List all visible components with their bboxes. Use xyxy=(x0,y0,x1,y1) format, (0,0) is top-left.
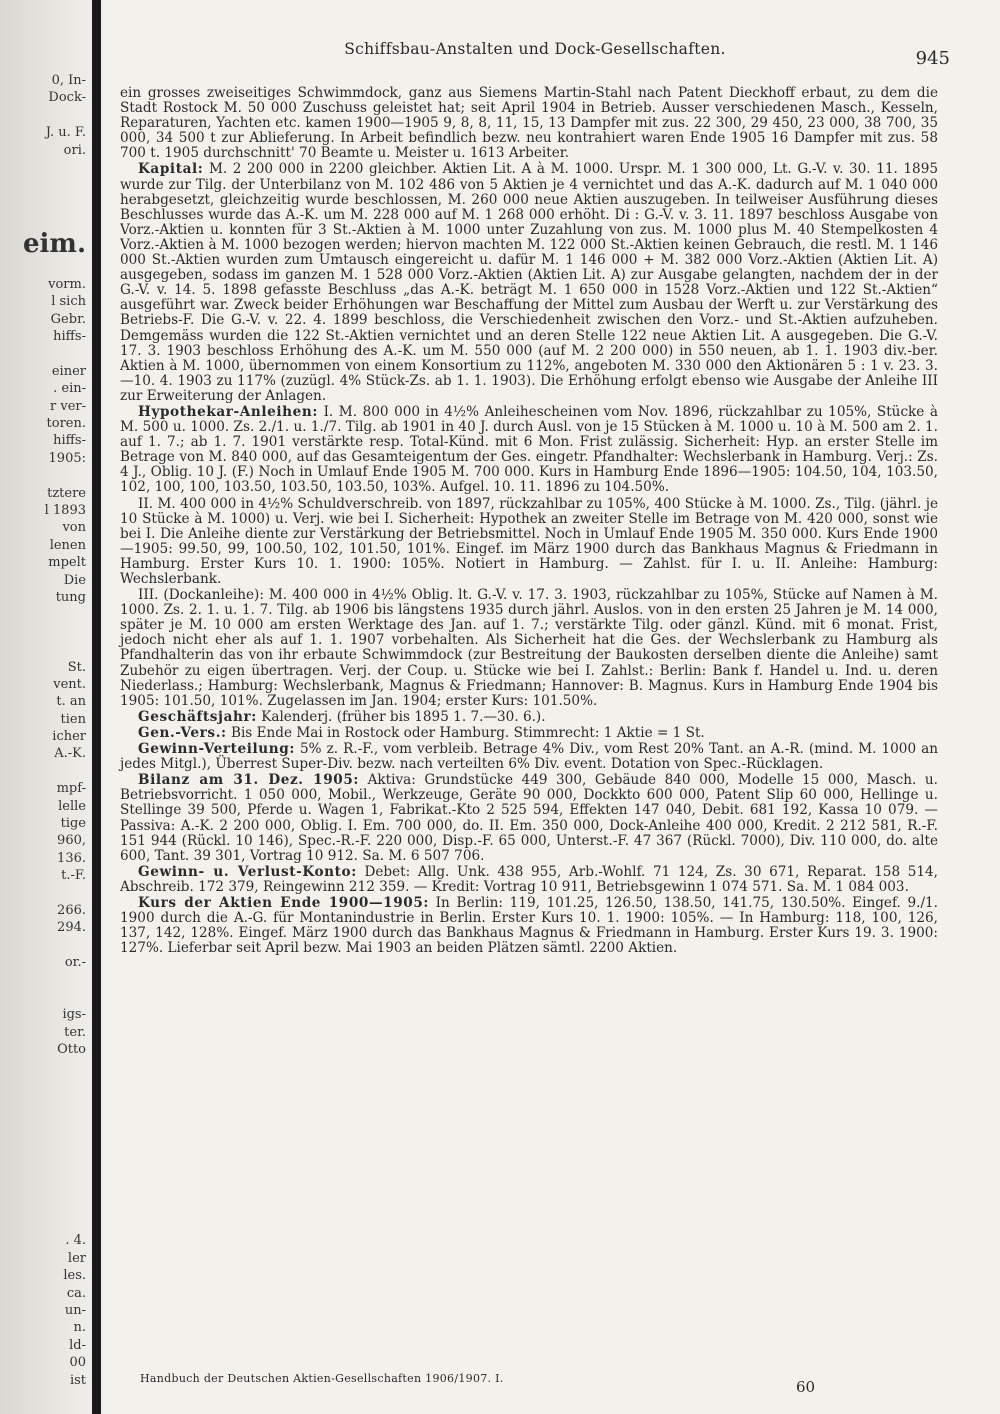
margin-fragment xyxy=(0,1198,86,1215)
margin-fragment: 136. xyxy=(57,850,86,866)
section-lead: Kurs der Aktien Ende 1900—1905: xyxy=(138,894,430,911)
margin-fragment xyxy=(0,1076,86,1093)
margin-fragment xyxy=(0,194,86,211)
margin-fragment xyxy=(0,159,86,176)
margin-fragment: J. u. F. xyxy=(45,125,86,141)
margin-fragment xyxy=(0,176,86,193)
margin-fragment: hiffs- xyxy=(53,433,86,449)
paragraph-text: In Berlin: 119, 101.25, 126.50, 138.50, 141.75, 130.50%. Eingef. 9./1. 1900 durch die A.-G. für Montanindustrie in Berlin. Erster Kurs 10. 1. 1900: 105%. — In Hamburg: 118, 100, 126, 137, 142, 128%. Eingef. März 1900 durch das Bankhaus Magnus & Friedmann in Hamburg. Erster Kurs 19. 3. 1900: 127%. Lieferbar seit April bezw. Mai 1903 an beiden Plätzen sämtl. 2200 Aktien. xyxy=(120,894,938,957)
paragraph-text: ein grosses zweiseitiges Schwimmdock, ganz aus Siemens Martin-Stahl nach Patent Dieckhoff erbaut, zu dem die Stadt Rostock M. 50 000 Zuschuss geleistet hat; seit April 1904 in Betrieb. Ausser verschiedenen Masch., Kesseln, Reparaturen, Yachten etc. kamen 1900—1905 9, 8, 8, 11, 15, 13 Dampfer mit zus. 22 300, 29 450, 23 000, 38 700, 35 000, 34 500 t zur Ablieferung. In Arbeit befindlich bezw. neu kontrahiert waren Ende 1905 16 Dampfer mit zus. 58 700 t. 1905 durchschnitt' 70 Beamte u. Meister u. 1613 Arbeiter. xyxy=(120,85,938,162)
section-lead: Gewinn- u. Verlust-Konto: xyxy=(138,863,357,880)
margin-fragment xyxy=(0,989,86,1006)
margin-fragment: 00 xyxy=(69,1355,86,1371)
paragraph-text: I. M. 800 000 in 4½% Anleihescheinen vom Nov. 1896, rückzahlbar zu 105%, Stücke à M. 500 u. 1000. Zs. 2./1. u. 1./7. Tilg. ab 1901 in 40 J. durch Ausl. von je 15 Stücken à M. 1000 u. 10 à M. 500 am 2. 1. auf 1. 7.; ab 1. 7. 1901 verstärkte resp. Total-Künd. mit 6 Mon. Frist zulässig. Sicherheit: Hyp. an erster Stelle im Betrage von M. 840 000, auf das Gesamteigentum der Ges. eingetr. Pfandhalter: Wechslerbank in Hamburg. Verj.: Zs. 4 J., Oblig. 10 J. (F.) Noch in Umlauf Ende 1905 M. 700 000. Kurs in Hamburg Ende 1896—1905: 104.50, 104, 103.50, 102, 100, 100, 103.50, 103.50, 103.50, 103%. Aufgel. 10. 11. 1896 zu 104.50%. xyxy=(120,403,938,496)
paragraph xyxy=(120,86,938,161)
margin-fragment: tien xyxy=(60,711,86,727)
margin-fragment: icher xyxy=(52,729,86,745)
margin-fragment: vent. xyxy=(53,676,86,692)
margin-fragment: mpf- xyxy=(56,781,86,797)
margin-fragment xyxy=(0,606,86,623)
margin-fragment: ori. xyxy=(63,142,86,158)
margin-fragment: t. an xyxy=(56,694,86,710)
page-header xyxy=(120,40,950,70)
margin-fragment xyxy=(0,1093,86,1110)
paragraph-text: II. M. 400 000 in 4½% Schuldverschreib. von 1897, rückzahlbar zu 105%, 400 Stücke à M. 1000. Zs., Tilg. (jährl. je 10 Stücke à M. 1000) u. Verj. wie bei I. Sicherheit: Hypothek an zweiter Stelle im Betrage von M. 420 000, sonst wie bei I. Die Anleihe diente zur Verstärkung der Betriebsmittel. Noch in Umlauf Ende 1905 M. 350 000. Kurs Ende 1900—1905: 99.50, 99, 100.50, 102, 101.50, 101%. Eingef. im März 1900 durch das Bankhaus Magnus & Friedmann in Hamburg. Erster Kurs 10. 1. 1900: 105%. Notiert in Hamburg. — Zahlst. für I. u. II. Anleihe: Hamburg: Wechslerbank. xyxy=(120,495,938,587)
gutter-rule xyxy=(92,0,101,1414)
footer-source-line: Handbuch der Deutschen Aktien-Gesellschaften 1906/1907. I. xyxy=(140,1372,504,1385)
margin-fragment: 1905: xyxy=(48,450,86,466)
margin-fragment: eim. xyxy=(23,228,86,259)
margin-fragment: Gebr. xyxy=(50,311,86,327)
paragraph xyxy=(120,405,938,496)
margin-fragment xyxy=(0,1145,86,1162)
margin-fragment xyxy=(0,345,86,362)
paragraph-text: 5% z. R.-F., vom verbleib. Betrage 4% Div., vom Rest 20% Tant. an A.-R. (mind. M. 1000 an jedes Mitgl.), Überrest Super-Div. bezw. nach verteilten 6% Div. event. Dotation von Spec.-Rücklagen. xyxy=(120,741,938,773)
margin-fragment: Die xyxy=(63,572,86,588)
section-lead: Hypothekar-Anleihen: xyxy=(138,403,318,420)
margin-fragment: 266. xyxy=(57,902,86,918)
margin-fragment xyxy=(0,211,86,228)
margin-fragment: von xyxy=(62,520,86,536)
margin-fragment: hiffs- xyxy=(53,329,86,345)
running-title: Schiffsbau-Anstalten und Dock-Gesellschaften. xyxy=(344,40,726,58)
margin-fragment: einer xyxy=(51,363,86,379)
paragraph xyxy=(120,497,938,588)
margin-fragment: n. xyxy=(73,1320,86,1336)
margin-fragment: igs- xyxy=(62,1007,86,1023)
paragraph xyxy=(120,588,938,709)
previous-page-margin-fragments xyxy=(0,72,86,1389)
section-lead: Kapital: xyxy=(138,161,204,178)
margin-fragment xyxy=(0,1180,86,1197)
paragraph-text: Debet: Allg. Unk. 438 955, Arb.-Wohlf. 71 124, Zs. 30 671, Reparat. 158 514, Abschreib. 172 379, Reingewinn 212 359. — Kredit: Vortrag 10 911, Betriebsgewinn 1 074 571. Sa. M. 1 084 003. xyxy=(120,863,938,895)
margin-fragment: 294. xyxy=(57,920,86,936)
margin-fragment: t.-F. xyxy=(61,868,86,884)
paragraph xyxy=(120,865,938,895)
paragraph-text: Kalenderj. (früher bis 1895 1. 7.—30. 6.). xyxy=(261,708,546,725)
margin-fragment xyxy=(0,1163,86,1180)
margin-fragment: or.- xyxy=(64,955,86,971)
margin-fragment xyxy=(0,1058,86,1075)
section-lead: Geschäftsjahr: xyxy=(138,708,257,725)
paragraph xyxy=(120,742,938,772)
margin-fragment: 960, xyxy=(57,833,86,849)
section-lead: Bilanz am 31. Dez. 1905: xyxy=(138,772,360,789)
margin-fragment xyxy=(0,467,86,484)
margin-fragment: l 1893 xyxy=(44,502,86,518)
margin-fragment xyxy=(0,641,86,658)
margin-fragment: les. xyxy=(63,1268,86,1284)
margin-fragment: tige xyxy=(60,816,86,832)
margin-fragment xyxy=(0,259,86,276)
paragraph xyxy=(120,162,938,404)
margin-fragment: lelle xyxy=(58,798,86,814)
paragraph xyxy=(120,896,938,956)
margin-fragment: tztere xyxy=(47,485,86,501)
margin-fragment: toren. xyxy=(46,416,86,432)
page-body xyxy=(120,86,938,957)
paragraph-text: III. (Dockanleihe): M. 400 000 in 4½% Oblig. lt. G.-V. v. 17. 3. 1903, rückzahlbar zu 105%, Stücke auf Namen à M. 1000. Zs. 2. 1. u. 1. 7. Tilg. ab 1906 bis längstens 1935 durch jährl. Auslos. von in den ersten 25 Jahren je M. 14 000, später je M. 10 000 am ersten Werktage des Jan. auf 1. 7.; verstärkte Tilg. oder gänzl. Künd. mit 6 monat. Frist, jedoch nicht eher als auf 1. 1. 1907 vorbehalten. Als Sicherheit hat die Ges. der Wechslerbank zu Hamburg als Pfandhalterin das von ihr erbaute Schwimmdock (zur Bestreitung der Baukosten derselben diente die Anleihe) samt Zubehör zu eigen übertragen. Verj. der Coup. u. Stücke wie bei I. Zahlst.: Berlin: Bank f. Handel u. Ind. u. deren Niederlass.; Hamburg: Wechslerbank, Magnus & Friedmann; Hannover: B. Magnus. Kurs in Hamburg Ende 1904 bis 1905: 101.50, 101%. Zugelassen im Jan. 1904; erster Kurs: 101.50%. xyxy=(120,587,938,709)
margin-fragment: ca. xyxy=(66,1285,86,1301)
margin-fragment: mpelt xyxy=(48,555,86,571)
margin-fragment: Otto xyxy=(57,1042,86,1058)
margin-fragment: ler xyxy=(67,1250,86,1266)
paragraph-text: Bis Ende Mai in Rostock oder Hamburg. Stimmrecht: 1 Aktie = 1 St. xyxy=(230,724,705,741)
margin-fragment: ist xyxy=(69,1372,86,1388)
margin-fragment xyxy=(0,624,86,641)
page-number: 945 xyxy=(915,48,950,69)
sheet-signature: 60 xyxy=(796,1378,816,1396)
margin-fragment: lenen xyxy=(49,537,86,553)
margin-fragment xyxy=(0,937,86,954)
margin-fragment xyxy=(0,1215,86,1232)
margin-fragment: 0, In- xyxy=(51,73,86,88)
section-lead: Gewinn-Verteilung: xyxy=(138,741,295,758)
margin-fragment: ter. xyxy=(64,1024,86,1040)
paragraph xyxy=(120,726,938,741)
margin-fragment: . ein- xyxy=(53,381,86,397)
margin-fragment xyxy=(0,885,86,902)
paragraph-text: Aktiva: Grundstücke 449 300, Gebäude 840 000, Modelle 15 000, Masch. u. Betriebsvorricht. 1 050 000, Mobil., Werkzeuge, Geräte 90 000, Dockkto 600 000, Patent Slip 60 000, Hellinge u. Stellinge 39 500, Pferde u. Wagen 1, Fabrikat.-Kto 2 525 594, Effekten 147 040, Debit. 681 192, Kassa 10 079. — Passiva: A.-K. 2 200 000, Oblig. I. Em. 700 000, do. II. Em. 350 000, Dock-Anleihe 400 000, Kredit. 2 212 581, R.-F. 151 944 (Rückl. 10 146), Spec.-R.-F. 220 000, Disp.-F. 65 000, Unterst.-F. 47 367 (Rückl. 7000), Div. 110 000, do. alte 600, Tant. 39 301, Vortrag 10 912. Sa. M. 6 507 706. xyxy=(120,772,938,864)
margin-fragment: r ver- xyxy=(50,398,86,414)
margin-fragment xyxy=(0,763,86,780)
paragraph xyxy=(120,773,938,864)
section-lead: Gen.-Vers.: xyxy=(138,724,227,741)
paragraph xyxy=(120,710,938,725)
margin-fragment: tung xyxy=(55,589,86,605)
margin-fragment: Dock- xyxy=(48,90,86,106)
margin-fragment xyxy=(0,972,86,989)
margin-fragment: A.-K. xyxy=(54,746,86,762)
margin-fragment: . 4. xyxy=(65,1233,86,1249)
margin-fragment: l sich xyxy=(51,294,86,310)
margin-fragment: un- xyxy=(64,1302,86,1318)
margin-fragment: St. xyxy=(67,659,86,675)
paragraph-text: M. 2 200 000 in 2200 gleichber. Aktien Lit. A à M. 1000. Urspr. M. 1 300 000, Lt. G.-V. v. 30. 11. 1895 wurde zur Tilg. der Unterbilanz von M. 102 486 von 5 Aktien je 4 vernichtet und das A.-K. dadurch auf M. 1 040 000 herabgesetzt, gleichzeitig wurde beschlossen, M. 260 000 neue Aktien auszugeben. In teilweiser Ausführung dieses Beschlusses wurde das A.-K. um M. 228 000 auf M. 1 268 000 erhöht. Di : G.-V. v. 3. 11. 1897 beschloss Ausgabe von Vorz.-Aktien u. konnten für 3 St.-Aktien à M. 1000 unter Zuzahlung von zus. M. 1000 plus M. 40 Stempelkosten 4 Vorz.-Aktien à M. 1000 bezogen werden; hiervon machten M. 122 000 St.-Aktien keinen Gebrauch, die restl. M. 1 146 000 St.-Aktien wurden zum Umtausch eingereicht u. dafür M. 1 146 000 + M. 382 000 Vorz.-Aktien (Aktien Lit. A) ausgegeben, sodass im ganzen M. 1 528 000 Vorz.-Aktien (Aktien Lit. A) zur Ausgabe gelangten, nachdem der in der G.-V. v. 14. 5. 1898 gefasste Beschluss „das A.-K. beträgt M. 1 650 000 in 1528 Vorz.-Aktien und 122 St.-Aktien“ ausgeführt war. Zweck beider Erhöhungen war Beschaffung der Mittel zum Ausbau der Werft u. zur Verstärkung des Betriebs-F. Die G.-V. v. 22. 4. 1899 beschloss, die Verschiedenheit zwischen den Vorz.- und St.-Aktien aufzuheben. Demgemäss wurden die 122 St.-Aktien vernichtet und an deren Stelle 122 neue Aktien Lit. A ausgegeben. Die G.-V. 17. 3. 1903 beschloss Erhöhung des A.-K. um M. 550 000 (auf M. 2 200 000) in 550 neuen, ab 1. 1. 1903 div.-ber. Aktien à M. 1000, übernommen von einem Konsortium zu 112%, angeboten M. 330 000 den Aktionären 5 : 1 v. 23. 3.—10. 4. 1903 zu 117% (zuzügl. 4% Stück-Zs. ab 1. 1. 1903). Die Erhöhung erfolgt ebenso wie Ausgabe der Anleihe III zur Erweiterung der Anlagen. xyxy=(120,161,938,404)
margin-fragment xyxy=(0,1128,86,1145)
margin-fragment xyxy=(0,1111,86,1128)
margin-fragment xyxy=(0,107,86,124)
margin-fragment: ld- xyxy=(69,1337,86,1353)
margin-fragment: vorm. xyxy=(48,276,86,292)
